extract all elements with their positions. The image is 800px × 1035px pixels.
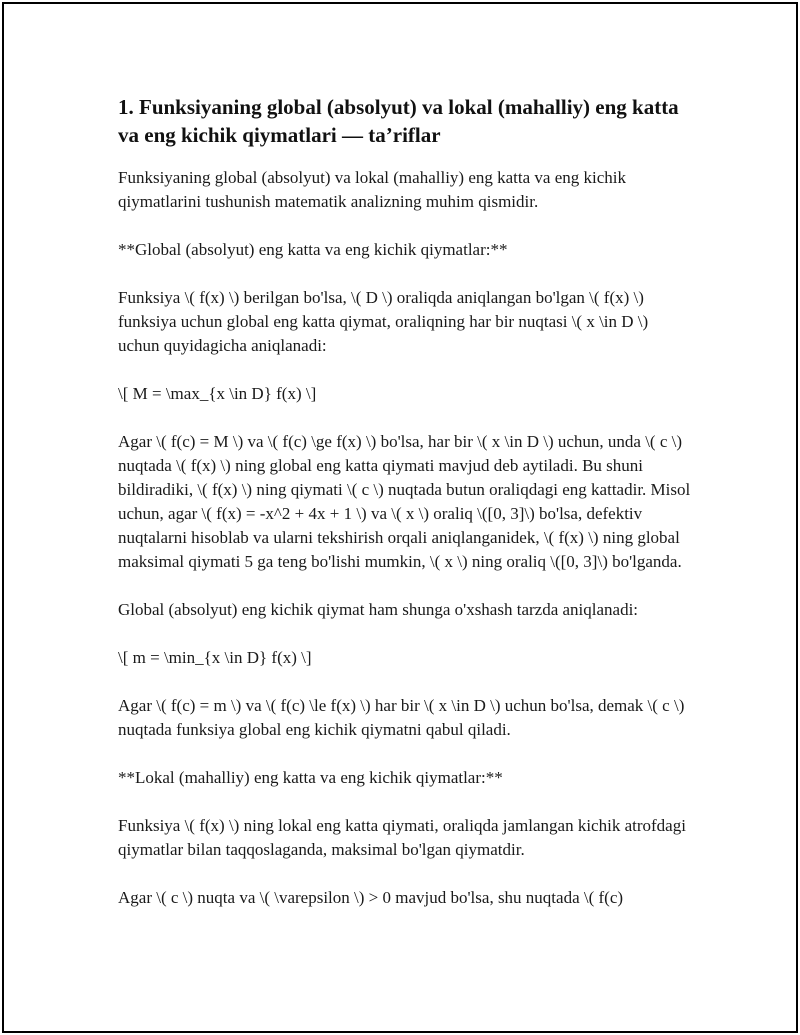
paragraph-global-min-intro: Global (absolyut) eng kichik qiymat ham shunga o'xshash tarzda aniqlanadi: — [118, 600, 639, 619]
paragraph-global-min-explanation: Agar \( f(c) = m \) va \( f(c) \le f(x) \) har bir \( x \in D \) uchun bo'lsa, demak \( c \) nuqtada funksiya global eng kichik qiymatni qabul qiladi. — [118, 696, 685, 739]
paragraph-global-subheading: **Global (absolyut) eng katta va eng kichik qiymatlar:** — [118, 240, 508, 259]
paragraph-local-definition: Funksiya \( f(x) \) ning lokal eng katta qiymati, oraliqda jamlangan kichik atrofdagi qiymatlar bilan taqqoslaganda, maksimal bo'lgan qiymatdir. — [118, 816, 686, 859]
document-body — [118, 93, 693, 910]
paragraph-intro: Funksiyaning global (absolyut) va lokal (mahalliy) eng katta va eng kichik qiymatlarini tushunish matematik analizning muhim qismidir. — [118, 168, 626, 211]
paragraph-global-definition: Funksiya \( f(x) \) berilgan bo'lsa, \( D \) oraliqda aniqlangan bo'lgan \( f(x) \) funksiya uchun global eng katta qiymat, oraliqning har bir nuqtasi \( x \in D \) uchun quyidagicha aniqlanadi: — [118, 288, 649, 355]
formula-min: \[ m = \min_{x \in D} f(x) \] — [118, 648, 312, 667]
paragraph-local-condition: Agar \( c \) nuqta va \( \varepsilon \) > 0 mavjud bo'lsa, shu nuqtada \( f(c) — [118, 888, 624, 907]
section-heading: 1. Funksiyaning global (absolyut) va lokal (mahalliy) eng katta va eng kichik qiymatlari — ta’riflar — [118, 95, 679, 147]
paragraph-local-subheading: **Lokal (mahalliy) eng katta va eng kichik qiymatlar:** — [118, 768, 503, 787]
formula-max: \[ M = \max_{x \in D} f(x) \] — [118, 384, 317, 403]
paragraph-global-max-explanation: Agar \( f(c) = M \) va \( f(c) \ge f(x) \) bo'lsa, har bir \( x \in D \) uchun, unda \( c \) nuqtada \( f(x) \) ning global eng katta qiymati mavjud deb aytiladi. Bu shuni bildiradiki, \( f(x) \) ning qiymati \( c \) nuqtada butun oraliqdagi eng kattadir. Misol uchun, agar \( f(x) = -x^2 + 4x + 1 \) va \( x \) oraliq \([0, 3]\) bo'lsa, defektiv nuqtalarni hisoblab va ularni tekshirish orqali aniqlanganidek, \( f(x) \) ning global maksimal qiymati 5 ga teng bo'lishi mumkin, \( x \) ning oraliq \([0, 3]\) bo'lganda. — [118, 432, 691, 571]
